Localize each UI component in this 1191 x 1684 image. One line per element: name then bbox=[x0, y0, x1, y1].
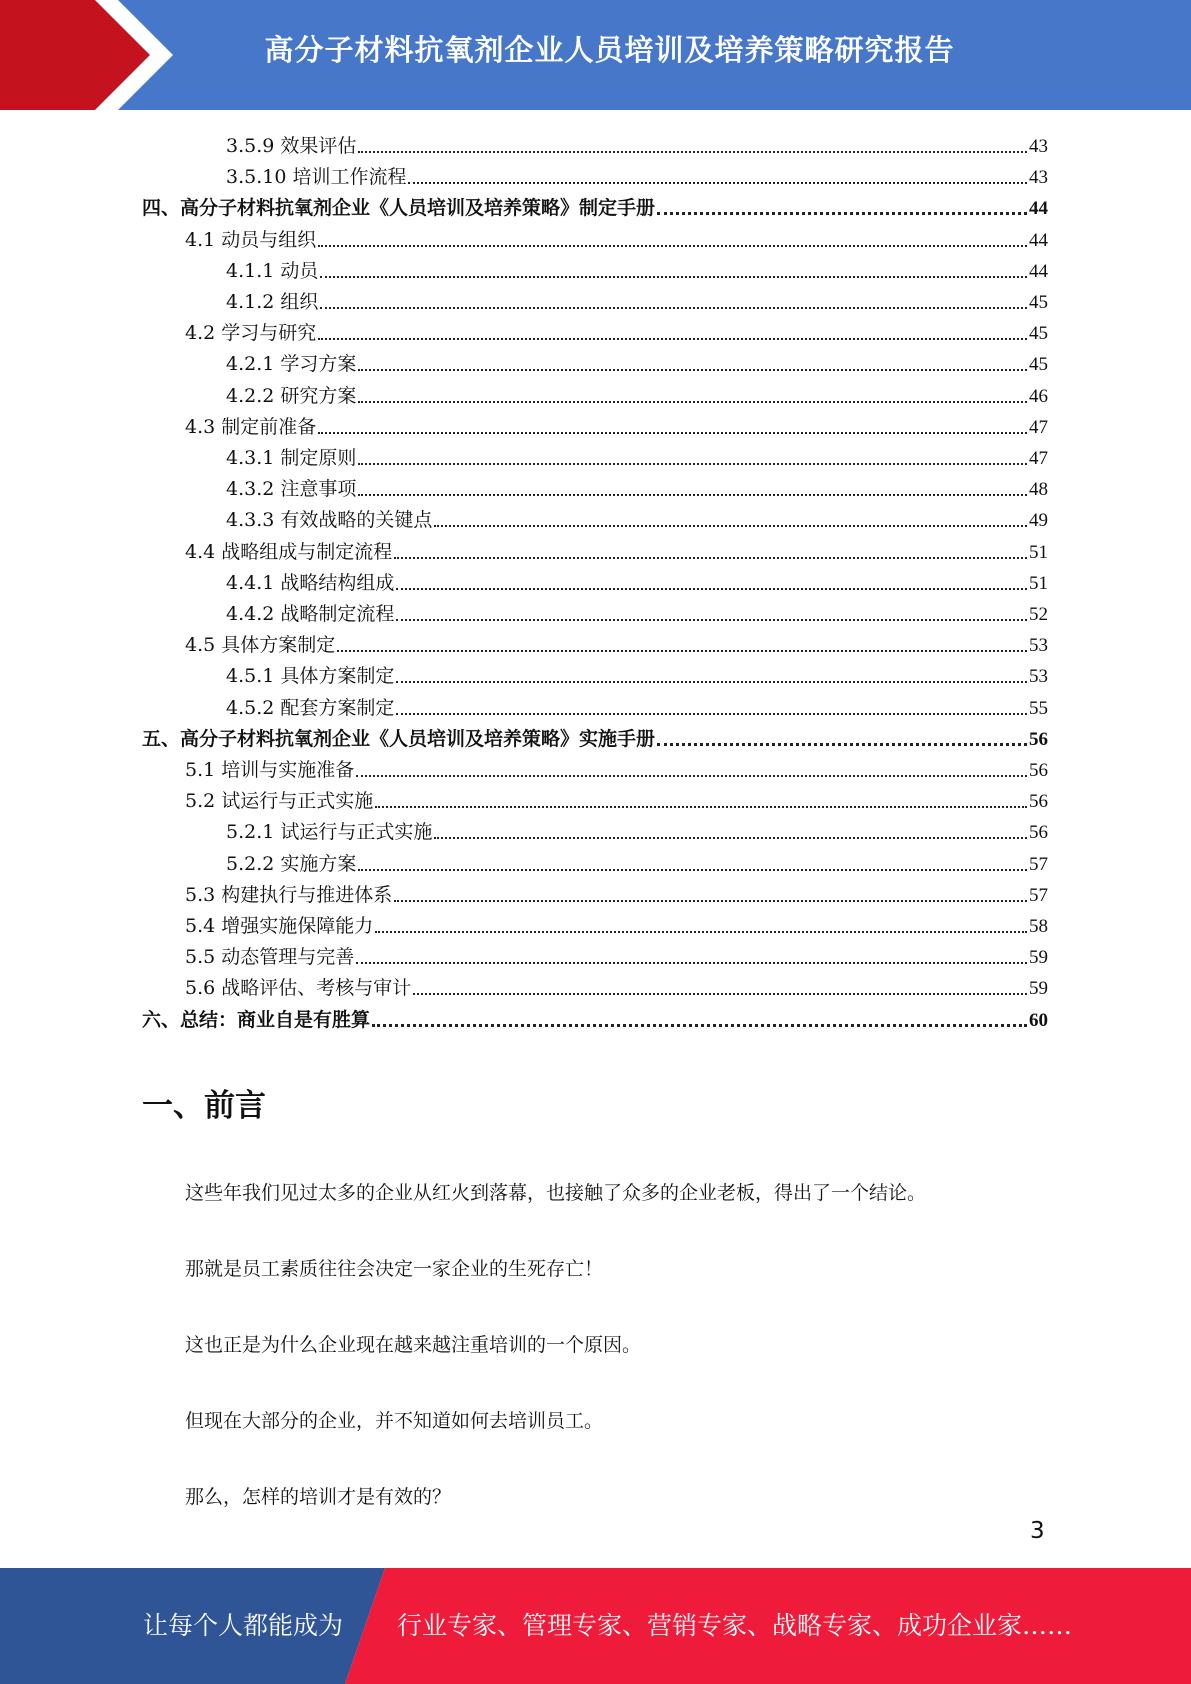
toc-entry-label: 4.4.1 战略结构组成 bbox=[226, 571, 395, 594]
paragraph: 但现在大部分的企业，并不知道如何去培训员工。 bbox=[185, 1410, 604, 1432]
toc-entry-label: 3.5.9 效果评估 bbox=[226, 135, 357, 157]
toc-entry[interactable] bbox=[185, 783, 1048, 813]
toc-entry-label: 5.2.1 试运行与正式实施 bbox=[226, 821, 433, 844]
toc-entry[interactable] bbox=[185, 409, 1048, 439]
page-header bbox=[0, 0, 1191, 110]
toc-entry-page: 56 bbox=[1029, 791, 1048, 813]
toc-leader-dots bbox=[434, 525, 1027, 527]
toc-entry-page: 51 bbox=[1029, 572, 1048, 594]
toc-entry-label: 4.3 制定前准备 bbox=[185, 415, 317, 438]
toc-entry[interactable] bbox=[226, 565, 1048, 595]
toc-leader-dots bbox=[408, 182, 1027, 184]
toc-entry-label: 5.1 培训与实施准备 bbox=[185, 759, 355, 781]
toc-entry[interactable] bbox=[226, 284, 1048, 314]
toc-entry-page: 56 bbox=[1029, 822, 1048, 844]
toc-entry[interactable] bbox=[226, 502, 1048, 532]
toc-entry-label: 4.3.2 注意事项 bbox=[226, 478, 357, 501]
toc-leader-dots bbox=[320, 276, 1027, 278]
toc-leader-dots bbox=[396, 681, 1027, 683]
toc-entry-page: 60 bbox=[1029, 1009, 1048, 1031]
page-number: 3 bbox=[1030, 1518, 1045, 1544]
toc-entry[interactable] bbox=[185, 877, 1048, 907]
toc-entry-label: 5.3 构建执行与推进体系 bbox=[185, 883, 393, 906]
toc-entry[interactable] bbox=[226, 814, 1048, 844]
page-footer bbox=[0, 1568, 1191, 1684]
toc-entry[interactable] bbox=[226, 471, 1048, 501]
toc-entry-label: 4.4 战略组成与制定流程 bbox=[185, 540, 393, 563]
report-title: 高分子材料抗氧剂企业人员培训及培养策略研究报告 bbox=[264, 33, 955, 67]
toc-leader-dots bbox=[396, 713, 1027, 715]
toc-entry-label: 5.6 战略评估、考核与审计 bbox=[185, 977, 412, 1000]
toc-entry[interactable] bbox=[185, 627, 1048, 657]
toc-leader-dots bbox=[358, 494, 1027, 496]
toc-entry-label: 五、高分子材料抗氧剂企业《人员培训及培养策略》实施手册 bbox=[142, 727, 656, 750]
toc-entry-label: 六、总结：商业自是有胜算 bbox=[142, 1008, 371, 1031]
toc-entry-label: 4.1.1 动员 bbox=[226, 259, 319, 282]
toc-entry-page: 45 bbox=[1029, 354, 1048, 376]
toc-entry-page: 47 bbox=[1029, 448, 1048, 469]
toc-leader-dots bbox=[318, 245, 1027, 247]
toc-entry-page: 55 bbox=[1029, 697, 1048, 719]
paragraph: 那么，怎样的培训才是有效的？ bbox=[185, 1486, 452, 1508]
paragraph: 那就是员工素质往往会决定一家企业的生死存亡！ bbox=[185, 1258, 604, 1280]
toc-entry-page: 56 bbox=[1029, 728, 1048, 750]
toc-entry[interactable] bbox=[185, 315, 1048, 345]
toc-entry-page: 53 bbox=[1029, 666, 1048, 688]
toc-leader-dots bbox=[358, 369, 1027, 371]
toc-entry[interactable] bbox=[226, 378, 1048, 408]
toc-entry-page: 44 bbox=[1029, 229, 1048, 251]
toc-entry[interactable] bbox=[185, 939, 1048, 969]
toc-entry-label: 4.5 具体方案制定 bbox=[185, 634, 336, 657]
toc-entry-page: 45 bbox=[1029, 323, 1048, 345]
toc-leader-dots bbox=[657, 743, 1027, 746]
toc-entry-label: 4.3.1 制定原则 bbox=[226, 447, 357, 469]
toc-leader-dots bbox=[434, 837, 1027, 839]
toc-entry-page: 49 bbox=[1029, 510, 1048, 532]
toc-entry-page: 47 bbox=[1029, 416, 1048, 438]
toc-entry-label: 4.3.3 有效战略的关键点 bbox=[226, 509, 433, 532]
toc-entry-page: 59 bbox=[1029, 947, 1048, 969]
toc-entry-page: 59 bbox=[1029, 978, 1048, 1000]
toc-entry-page: 48 bbox=[1029, 479, 1048, 501]
toc-leader-dots bbox=[394, 557, 1027, 559]
toc-entry[interactable] bbox=[226, 596, 1048, 626]
footer-slogan-left: 让每个人都能成为 bbox=[143, 1611, 344, 1640]
toc-entry[interactable] bbox=[185, 534, 1048, 564]
toc-leader-dots bbox=[358, 151, 1027, 153]
toc-entry-label: 5.5 动态管理与完善 bbox=[185, 946, 355, 969]
toc-leader-dots bbox=[320, 307, 1027, 309]
toc-entry-page: 51 bbox=[1029, 541, 1048, 563]
toc-entry[interactable] bbox=[226, 128, 1048, 158]
toc-entry[interactable] bbox=[185, 908, 1048, 938]
toc-entry-page: 53 bbox=[1029, 635, 1048, 657]
toc-leader-dots bbox=[657, 212, 1027, 215]
toc-leader-dots bbox=[337, 650, 1027, 652]
toc-entry-label: 5.4 增强实施保障能力 bbox=[185, 915, 374, 937]
toc-entry-label: 4.1 动员与组织 bbox=[185, 228, 317, 251]
toc-entry[interactable] bbox=[226, 346, 1048, 376]
toc-entry[interactable] bbox=[226, 159, 1048, 189]
toc-entry-page: 43 bbox=[1029, 167, 1048, 189]
toc-entry-label: 四、高分子材料抗氧剂企业《人员培训及培养策略》制定手册 bbox=[142, 197, 656, 220]
toc-leader-dots bbox=[396, 619, 1027, 621]
toc-leader-dots bbox=[372, 1024, 1027, 1027]
toc-leader-dots bbox=[396, 588, 1027, 590]
toc-entry-page: 44 bbox=[1029, 198, 1048, 220]
toc-entry[interactable] bbox=[142, 721, 1048, 751]
toc-entry-page: 45 bbox=[1029, 292, 1048, 313]
section-heading: 一、前言 bbox=[142, 1088, 266, 1124]
toc-leader-dots bbox=[375, 931, 1027, 933]
toc-leader-dots bbox=[318, 338, 1027, 340]
toc-entry-page: 52 bbox=[1029, 604, 1048, 625]
toc-entry[interactable] bbox=[226, 690, 1048, 720]
toc-entry[interactable] bbox=[142, 1002, 1048, 1032]
toc-entry-page: 58 bbox=[1029, 916, 1048, 937]
toc-entry[interactable] bbox=[185, 752, 1048, 782]
toc-leader-dots bbox=[356, 775, 1027, 777]
toc-entry-label: 4.2.1 学习方案 bbox=[226, 353, 357, 376]
toc-entry-page: 56 bbox=[1029, 760, 1048, 781]
toc-leader-dots bbox=[375, 806, 1027, 808]
toc-entry-label: 4.1.2 组织 bbox=[226, 291, 319, 313]
toc-entry[interactable] bbox=[226, 658, 1048, 688]
toc-entry[interactable] bbox=[185, 222, 1048, 252]
toc-entry-page: 46 bbox=[1029, 385, 1048, 407]
toc-leader-dots bbox=[394, 900, 1027, 902]
toc-entry-label: 3.5.10 培训工作流程 bbox=[226, 166, 407, 189]
toc-leader-dots bbox=[318, 432, 1027, 434]
toc-entry-label: 4.4.2 战略制定流程 bbox=[226, 603, 395, 625]
toc-entry[interactable] bbox=[226, 253, 1048, 283]
toc-entry-label: 4.5.2 配套方案制定 bbox=[226, 696, 395, 719]
toc-entry-page: 43 bbox=[1029, 136, 1048, 157]
toc-entry-label: 4.2 学习与研究 bbox=[185, 322, 317, 345]
toc-leader-dots bbox=[356, 962, 1027, 964]
toc-entry-label: 5.2.2 实施方案 bbox=[226, 852, 357, 875]
toc-entry[interactable] bbox=[185, 970, 1048, 1000]
toc-leader-dots bbox=[358, 463, 1027, 465]
paragraph: 这也正是为什么企业现在越来越注重培训的一个原因。 bbox=[185, 1334, 642, 1356]
toc-entry-label: 4.2.2 研究方案 bbox=[226, 384, 357, 407]
toc-leader-dots bbox=[358, 401, 1027, 403]
toc-entry-page: 57 bbox=[1029, 884, 1048, 906]
toc-entry[interactable] bbox=[226, 846, 1048, 876]
paragraph: 这些年我们见过太多的企业从红火到落幕，也接触了众多的企业老板，得出了一个结论。 bbox=[185, 1182, 927, 1204]
toc-entry[interactable] bbox=[226, 440, 1048, 470]
toc-leader-dots bbox=[413, 993, 1027, 995]
toc-entry-page: 57 bbox=[1029, 853, 1048, 875]
toc-entry-label: 5.2 试运行与正式实施 bbox=[185, 790, 374, 813]
toc-entry-page: 44 bbox=[1029, 260, 1048, 282]
toc-entry-label: 4.5.1 具体方案制定 bbox=[226, 665, 395, 688]
footer-slogan-right: 行业专家、管理专家、营销专家、战略专家、成功企业家…… bbox=[397, 1611, 1073, 1640]
toc-entry[interactable] bbox=[142, 190, 1048, 220]
toc-leader-dots bbox=[358, 869, 1027, 871]
